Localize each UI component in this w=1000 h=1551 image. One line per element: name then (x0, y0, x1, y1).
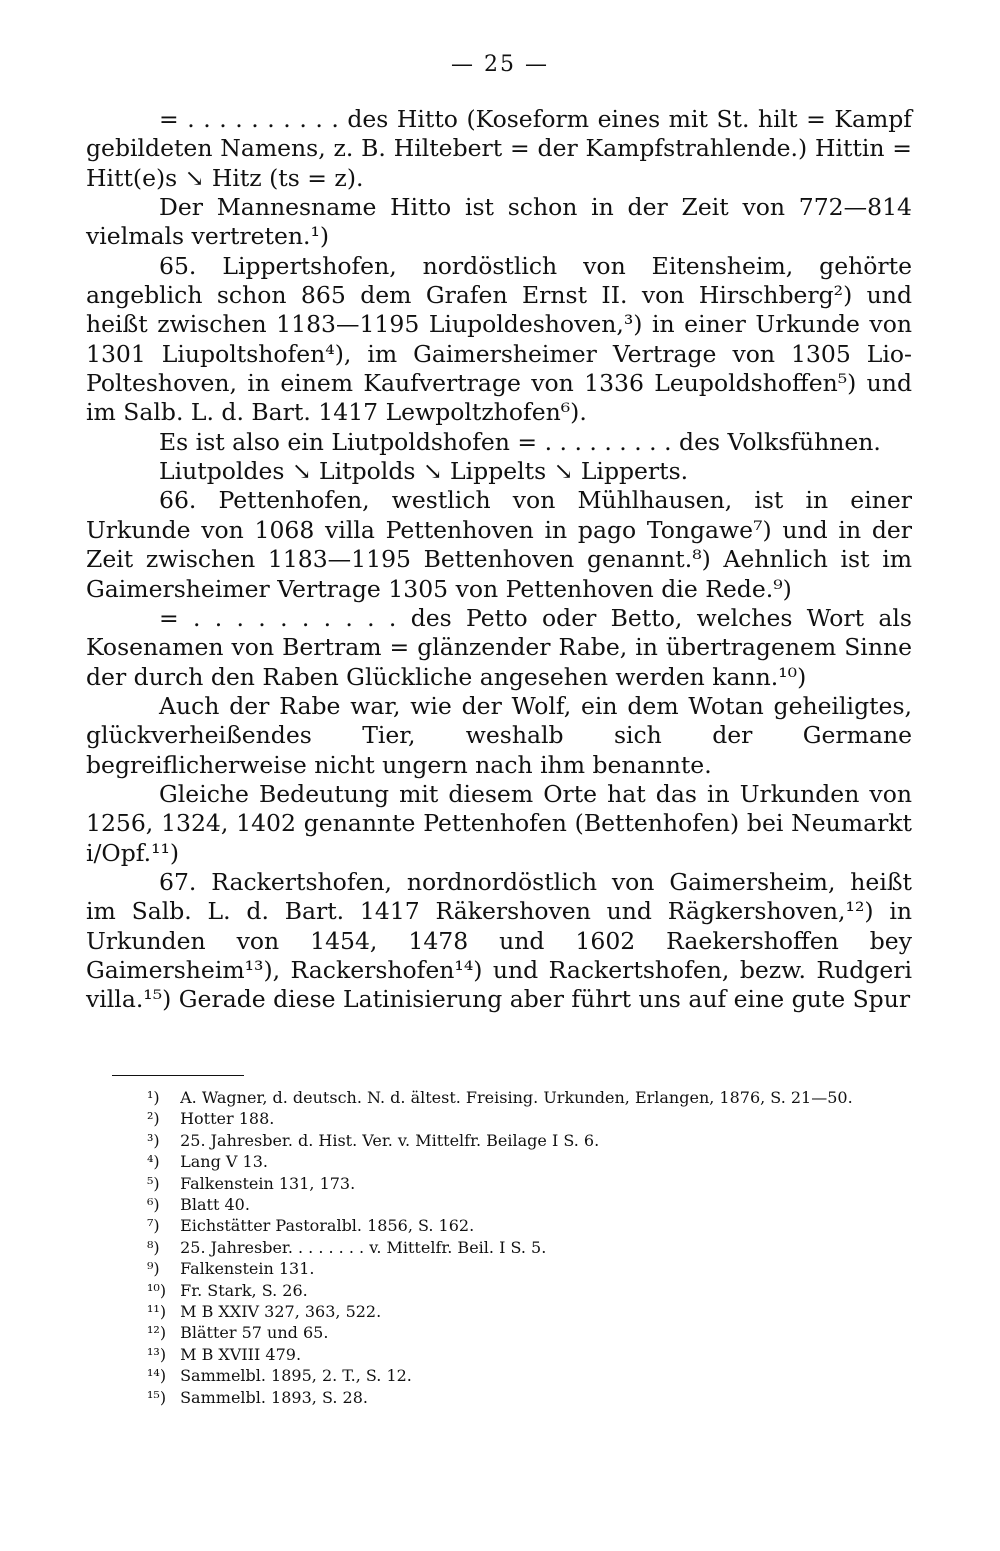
footnote-8: ⁸) 25. Jahresber. . . . . . . . v. Mittelfr. Beil. I S. 5. (147, 1237, 547, 1257)
footnote-6: ⁶) Blatt 40. (147, 1195, 250, 1215)
footnote-4: ⁴) Lang V 13. (147, 1152, 268, 1172)
footnote-10: ¹⁰) Fr. Stark, S. 26. (147, 1280, 308, 1300)
footnote-5: ⁵) Falkenstein 131, 173. (147, 1173, 356, 1193)
footnote-7: ⁷) Eichstätter Pastoralbl. 1856, S. 162. (147, 1216, 475, 1236)
footnote-12: ¹²) Blätter 57 und 65. (147, 1323, 329, 1343)
footnote-9: ⁹) Falkenstein 131. (147, 1259, 315, 1279)
paragraph-hitto-note: Der Mannesname Hitto ist schon in der Zeit von 772—814 vielmals vertreten.¹) (86, 193, 912, 251)
main-text (86, 105, 912, 1015)
paragraph-gleiche-bedeutung: Gleiche Bedeutung mit diesem Orte hat das in Urkunden von 1256, 1324, 1402 genannte Pettenhofen (Bettenhofen) bei Neumarkt i/Opf.¹¹) (86, 779, 912, 867)
footnote-2: ²) Hotter 188. (147, 1109, 275, 1129)
paragraph-liutpoldshofen: Es ist also ein Liutpoldshofen = . . . . . . . . . des Volksfühnen. (159, 427, 881, 456)
footnote-3: ³) 25. Jahresber. d. Hist. Ver. v. Mittelfr. Beilage I S. 6. (147, 1130, 600, 1150)
paragraph-hitto: = . . . . . . . . . . des Hitto (Koseform eines mit St. hilt = Kampf gebildeten Namens, z. B. Hiltebert = der Kampfstrahlende.) Hittin = Hitt(e)s ↘ Hitz (ts = z). (86, 105, 912, 192)
paragraph-rackertshofen: 67. Rackertshofen, nordnordöstlich von Gaimersheim, heißt im Salb. L. d. Bart. 1417 Räkershoven und Rägkershoven,¹²) in Urkunden von 1454, 1478 und 1602 Raekershoffen bey Gaimersheim¹³), Rackershofen¹⁴) und Rackertshofen, bezw. Rudgeri villa.¹⁵) Gerade diese Latinisierung aber führt uns auf eine gute Spur (86, 867, 912, 1014)
footnote-divider (112, 1075, 244, 1076)
footnote-15: ¹⁵) Sammelbl. 1893, S. 28. (147, 1387, 368, 1407)
paragraph-liutpoldes: Liutpoldes ↘ Litpolds ↘ Lippelts ↘ Lipperts. (159, 457, 689, 486)
footnotes (147, 1087, 935, 1408)
footnote-13: ¹³) M B XVIII 479. (147, 1344, 302, 1364)
footnote-14: ¹⁴) Sammelbl. 1895, 2. T., S. 12. (147, 1366, 412, 1386)
paragraph-pettenhofen: 66. Pettenhofen, westlich von Mühlhausen, ist in einer Urkunde von 1068 villa Pettenhoven in pago Tongawe⁷) und in der Zeit zwischen 1183—1195 Bettenhoven genannt.⁸) Aehnlich ist im Gaimersheimer Vertrage 1305 von Pettenhoven die Rede.⁹) (86, 486, 912, 603)
paragraph-petto: = . . . . . . . . . . des Petto oder Betto, welches Wort als Kosenamen von Bertram = glänzender Rabe, in übertragenem Sinne der durch den Raben Glückliche angesehen werden kann.¹⁰) (86, 603, 912, 691)
page-number: — 25 — (451, 52, 549, 77)
footnote-1: ¹) A. Wagner, d. deutsch. N. d. ältest. Freising. Urkunden, Erlangen, 1876, S. 21—50. (147, 1088, 853, 1107)
paragraph-lippertshofen: 65. Lippertshofen, nordöstlich von Eitensheim, gehörte angeblich schon 865 dem Grafen Ernst II. von Hirschberg²) und heißt zwischen 1183—1195 Liupoldeshoven,³) in einer Urkunde von 1301 Liupoltshofen⁴), im Gaimersheimer Vertrage von 1305 Lio-Polteshoven, in einem Kaufvertrage von 1336 Leupoldshoffen⁵) und im Salb. L. d. Bart. 1417 Lewpoltzhofen⁶). (86, 251, 912, 427)
footnote-11: ¹¹) M B XXIV 327, 363, 522. (147, 1302, 382, 1322)
paragraph-rabe: Auch der Rabe war, wie der Wolf, ein dem Wotan geheiligtes, glückverheißendes Tier, weshalb sich der Germane begreiflicherweise nicht ungern nach ihm benannte. (86, 691, 912, 779)
